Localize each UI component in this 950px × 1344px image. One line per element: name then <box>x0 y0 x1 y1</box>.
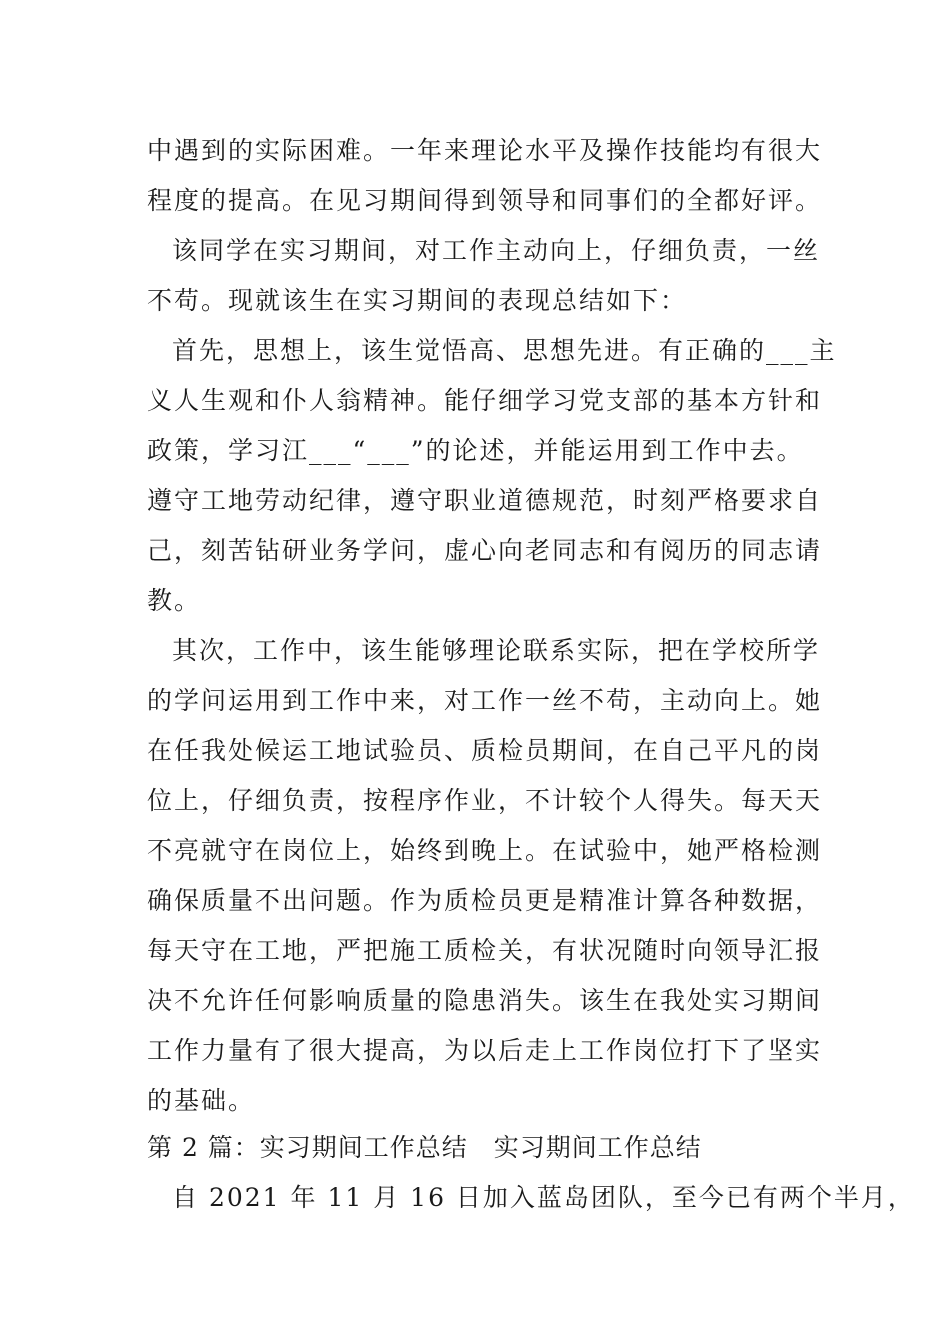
text-line: 位上，仔细负责，按程序作业，不计较个人得失。每天天 <box>147 786 823 815</box>
text-line: 工作力量有了很大提高，为以后走上工作岗位打下了坚实 <box>147 1036 823 1065</box>
text-line: 遵守工地劳动纪律，遵守职业道德规范，时刻严格要求自 <box>147 486 823 515</box>
text-line: 不亮就守在岗位上，始终到晚上。在试验中，她严格检测 <box>147 836 823 865</box>
text-line: 中遇到的实际困难。一年来理论水平及操作技能均有很大 <box>147 136 823 165</box>
text-line: 程度的提高。在见习期间得到领导和同事们的全都好评。 <box>147 186 823 215</box>
paragraph-first-line: 该同学在实习期间，对工作主动向上，仔细负责，一丝 <box>172 236 821 265</box>
text-line: 不苟。现就该生在实习期间的表现总结如下： <box>147 286 688 315</box>
paragraph-first-line: 首先，思想上，该生觉悟高、思想先进。有正确的___主 <box>172 336 837 365</box>
text-line: 确保质量不出问题。作为质检员更是精准计算各种数据， <box>147 886 823 915</box>
text-line: 己，刻苦钻研业务学问，虚心向老同志和有阅历的同志请 <box>147 536 823 565</box>
paragraph-first-line: 其次，工作中，该生能够理论联系实际，把在学校所学 <box>172 636 821 665</box>
text-line: 的基础。 <box>147 1086 256 1115</box>
text-line: 每天守在工地，严把施工质检关，有状况随时向领导汇报 <box>147 936 823 965</box>
paragraph-first-line: 自 2021 年 11 月 16 日加入蓝岛团队，至今已有两个半月， <box>172 1183 915 1212</box>
text-line: 的学问运用到工作中来，对工作一丝不苟，主动向上。她 <box>147 686 823 715</box>
text-line: 政策，学习江___“___”的论述，并能运用到工作中去。 <box>147 436 804 465</box>
text-line: 在任我处候运工地试验员、质检员期间，在自己平凡的岗 <box>147 736 823 765</box>
text-line: 教。 <box>147 586 202 615</box>
text-line: 义人生观和仆人翁精神。能仔细学习党支部的基本方针和 <box>147 386 823 415</box>
section-heading: 第 2 篇：实习期间工作总结 实习期间工作总结 <box>147 1133 702 1162</box>
text-line: 决不允许任何影响质量的隐患消失。该生在我处实习期间 <box>147 986 823 1015</box>
